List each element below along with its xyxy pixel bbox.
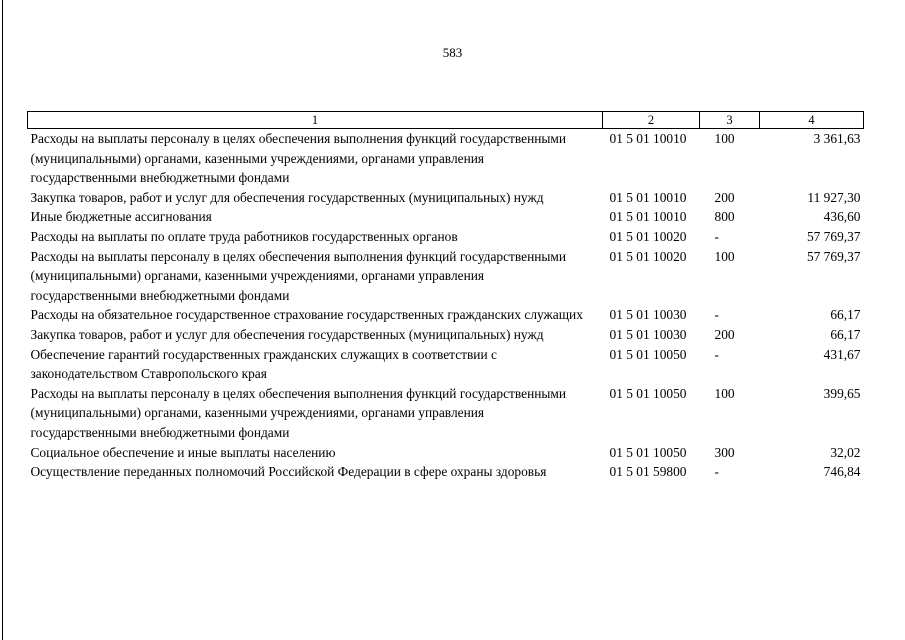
row-description: Осуществление переданных полномочий Российской Федерации в сфере охраны здоровья (30, 464, 547, 480)
row-code: 01 5 01 10050 (609, 385, 687, 401)
row-description: Иные бюджетные ассигнования (30, 209, 212, 225)
row-expense-type: 300 (714, 444, 735, 460)
table-row (28, 345, 864, 384)
row-expense-type: 100 (714, 385, 735, 401)
row-expense-type: 100 (714, 248, 735, 264)
row-description: Расходы на обязательное государственное страхование государственных гражданских служащих (30, 307, 583, 323)
row-code: 01 5 01 10010 (609, 209, 687, 225)
table-header-row (28, 112, 864, 129)
row-code: 01 5 01 10020 (609, 228, 687, 244)
row-expense-type: 200 (714, 326, 735, 342)
row-description: Расходы на выплаты персоналу в целях обеспечения выполнения функций государственными (муниципальными) органами, казенными учреждениями, органами управления государственными внебюджетными фондами (30, 131, 567, 186)
table-row (28, 207, 864, 227)
row-code: 01 5 01 10050 (609, 444, 687, 460)
row-amount: 3 361,63 (813, 131, 861, 146)
row-description: Закупка товаров, работ и услуг для обеспечения государственных (муниципальных) нужд (30, 189, 544, 205)
row-amount: 431,67 (823, 346, 861, 362)
row-code: 01 5 01 10010 (609, 131, 687, 146)
table-row (28, 384, 864, 443)
column-header-2: 2 (603, 112, 700, 129)
table-row (28, 247, 864, 306)
row-expense-type: 200 (714, 189, 735, 205)
row-code: 01 5 01 10020 (609, 248, 687, 264)
row-description: Социальное обеспечение и иные выплаты населению (30, 444, 336, 460)
row-amount: 11 927,30 (807, 189, 861, 205)
row-description: Расходы на выплаты по оплате труда работников государственных органов (30, 228, 458, 244)
column-header-4: 4 (760, 112, 864, 129)
column-header-3: 3 (700, 112, 760, 129)
page-edge-line (2, 0, 3, 640)
row-amount: 436,60 (823, 209, 861, 225)
row-amount: 57 769,37 (806, 248, 861, 264)
row-amount: 66,17 (830, 307, 861, 323)
row-expense-type: - (714, 307, 719, 323)
row-expense-type: 800 (714, 209, 735, 225)
table-row (28, 462, 864, 482)
row-expense-type: 100 (714, 131, 735, 146)
table-row (28, 325, 864, 345)
row-expense-type: - (714, 464, 719, 480)
page-number: 583 (442, 45, 463, 60)
table-body (28, 129, 864, 482)
table-row (28, 443, 864, 463)
row-amount: 32,02 (830, 444, 861, 460)
row-amount: 57 769,37 (806, 228, 861, 244)
column-header-1: 1 (28, 112, 603, 129)
row-description: Расходы на выплаты персоналу в целях обеспечения выполнения функций государственными (муниципальными) органами, казенными учреждениями, органами управления государственными внебюджетными фондами (30, 248, 567, 303)
row-amount: 399,65 (823, 385, 861, 401)
row-description: Обеспечение гарантий государственных гражданских служащих в соответствии с законодательством Ставропольского края (30, 346, 497, 382)
budget-table-container (27, 111, 863, 482)
row-code: 01 5 01 10010 (609, 189, 687, 205)
table-row (28, 188, 864, 208)
row-code: 01 5 01 10050 (609, 346, 687, 362)
table-row (28, 227, 864, 247)
row-code: 01 5 01 10030 (609, 326, 687, 342)
row-code: 01 5 01 59800 (609, 464, 687, 480)
row-amount: 746,84 (823, 464, 861, 480)
row-expense-type: - (714, 346, 719, 362)
row-amount: 66,17 (830, 326, 861, 342)
row-description: Расходы на выплаты персоналу в целях обеспечения выполнения функций государственными (муниципальными) органами, казенными учреждениями, органами управления государственными внебюджетными фондами (30, 385, 567, 440)
row-code: 01 5 01 10030 (609, 307, 687, 323)
budget-table (27, 111, 864, 482)
row-description: Закупка товаров, работ и услуг для обеспечения государственных (муниципальных) нужд (30, 326, 544, 342)
table-row (28, 305, 864, 325)
table-row (28, 129, 864, 188)
row-expense-type: - (714, 228, 719, 244)
